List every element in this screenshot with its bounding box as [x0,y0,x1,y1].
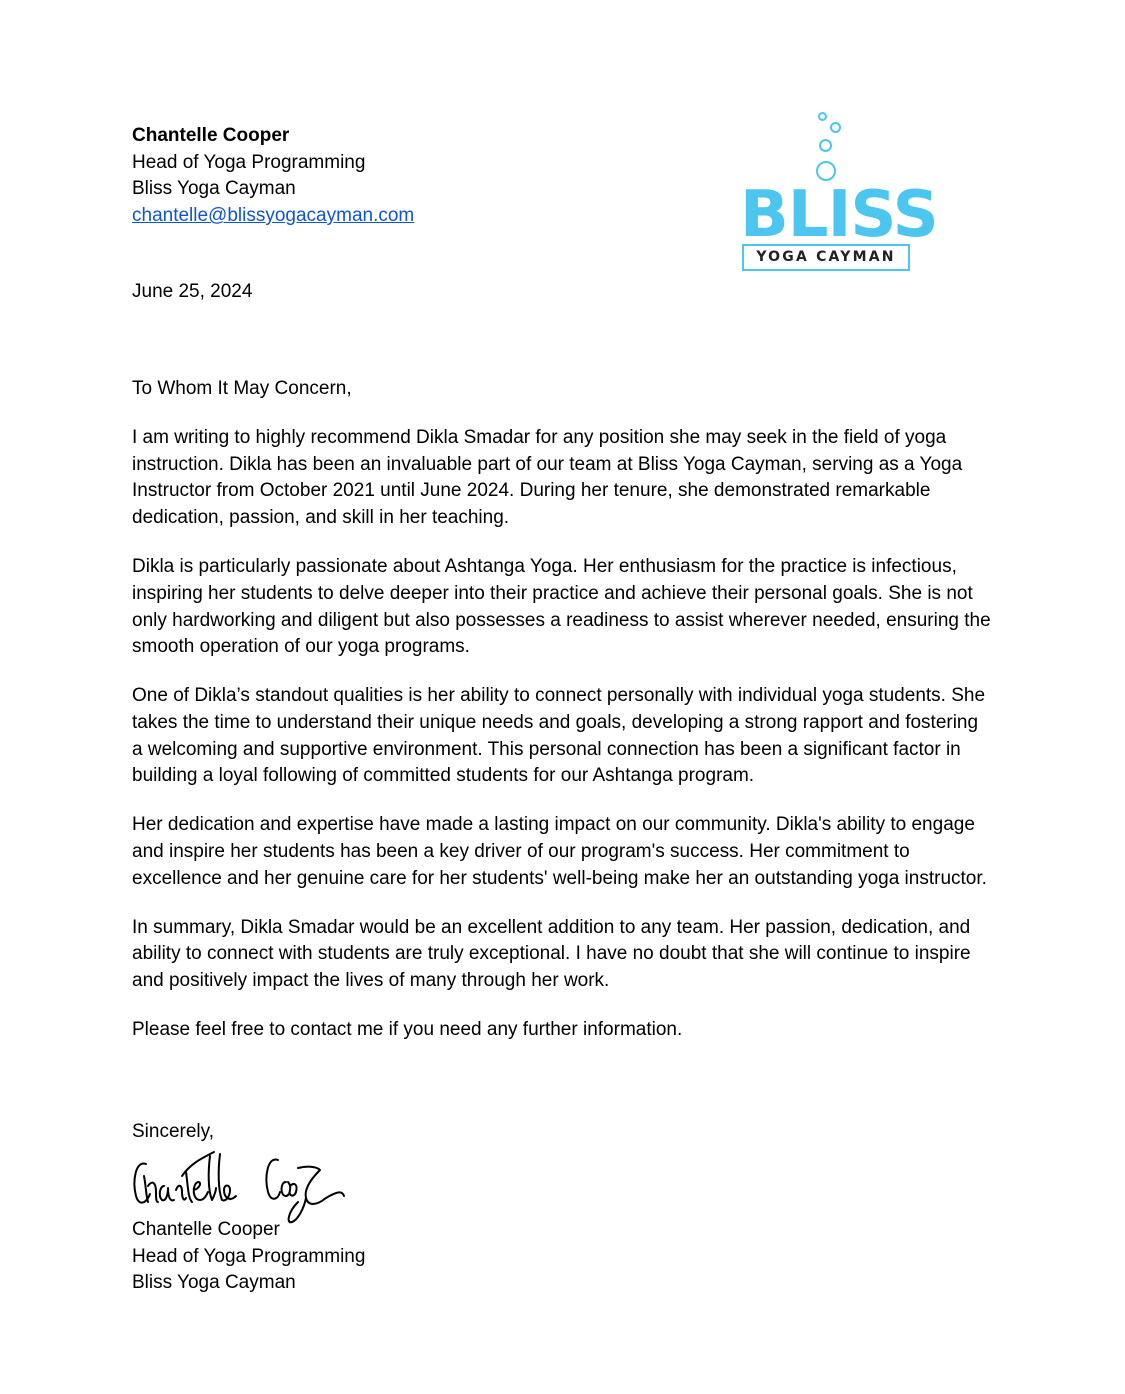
paragraph: Dikla is particularly passionate about Ashtanga Yoga. Her enthusiasm for the practice is infectious, inspiring her students to delve deeper into their practice and achieve their personal goals. She is not only hardworking and diligent but also possesses a readiness to assist wherever needed, ensuring the smooth operation of our yoga programs. [132,556,991,658]
logo-main-text: BLISS [740,178,938,252]
signer-block [132,1217,365,1297]
salutation: To Whom It May Concern, [132,378,352,399]
signature-icon [130,1146,350,1226]
signer-title: Head of Yoga Programming [132,1245,366,1267]
sender-title: Head of Yoga Programming [132,151,366,173]
paragraph: One of Dikla’s standout qualities is her ability to connect personally with individual yoga students. She takes the time to understand their unique needs and goals, developing a strong rapport and fostering a welcoming and supportive environment. This personal connection has been a significant factor in building a loyal following of committed students for our Ashtanga program. [132,685,986,787]
letter-date: June 25, 2024 [132,281,253,302]
letter-body [132,376,992,1066]
sender-email-link[interactable]: chantelle@blissyogacayman.com [132,205,415,227]
paragraph: Please feel free to contact me if you need any further information. [132,1019,683,1041]
paragraph: I am writing to highly recommend Dikla Smadar for any position she may seek in the field of yoga instruction. Dikla has been an invaluable part of our team at Bliss Yoga Cayman, serving as a Yoga Instructor from October 2021 until June 2024. During her tenure, she demonstrated remarkable dedication, passion, and skill in her teaching. [132,427,963,529]
signer-name: Chantelle Cooper [132,1219,280,1240]
sender-organization: Bliss Yoga Cayman [132,178,296,200]
paragraph: Her dedication and expertise have made a lasting impact on our community. Dikla's ability to engage and inspire her students has been a key driver of our program's success. Her commitment to excellence and her genuine care for her students' well-being make her an outstanding yoga instructor. [132,814,987,889]
logo-sub-text: YOGA CAYMAN [742,244,910,271]
paragraph: In summary, Dikla Smadar would be an excellent addition to any team. Her passion, dedication, and ability to connect with students are truly exceptional. I have no doubt that she will continue to inspire and positively impact the lives of many through her work. [132,916,971,992]
bliss-logo [740,110,938,275]
sender-block [132,123,414,230]
sender-name: Chantelle Cooper [132,125,290,146]
signer-organization: Bliss Yoga Cayman [132,1272,296,1294]
closing: Sincerely, [132,1121,215,1142]
